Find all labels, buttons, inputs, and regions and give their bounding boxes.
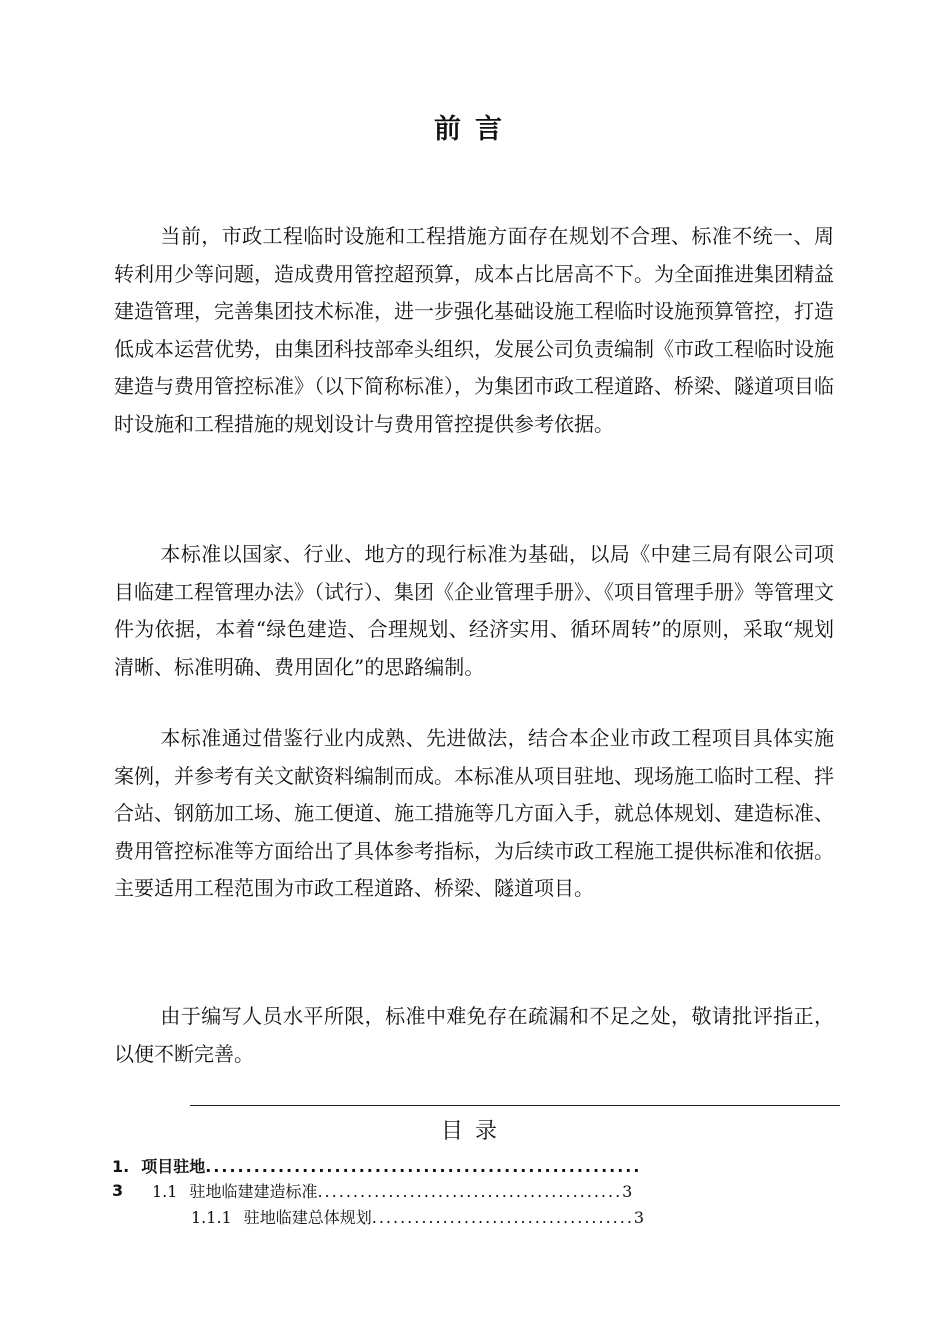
preface-paragraph-4: 由于编写人员水平所限，标准中难免存在疏漏和不足之处，敬请批评指正，以便不断完善。 xyxy=(114,1004,834,1066)
toc-entry-page: 3 xyxy=(112,1181,124,1200)
section-divider xyxy=(190,1105,840,1106)
toc-leader-dots: ..................................... xyxy=(371,1208,634,1227)
toc-entry-level1[interactable] xyxy=(112,1156,752,1178)
toc-entry-label: 项目驻地 xyxy=(141,1157,206,1176)
toc-entry-label: 驻地临建建造标准 xyxy=(189,1182,318,1201)
toc-entry-page: 3 xyxy=(633,1208,645,1227)
toc-entry-level3[interactable] xyxy=(191,1207,777,1229)
toc-entry-level2[interactable] xyxy=(152,1181,777,1203)
toc-leader-dots: ........................................... xyxy=(317,1182,623,1201)
preface-paragraph-1: 当前，市政工程临时设施和工程措施方面存在规划不合理、标准不统一、周转利用少等问题，造成费用管控超预算，成本占比居高不下。为全面推进集团精益建造管理，完善集团技术标准，进一步强化基础设施工程临时设施预算管控，打造低成本运营优势，由集团科技部牵头组织，发展公司负责编制《市政工程临时设施建造与费用管控标准》（以下简称标准），为集团市政工程道路、桥梁、隧道项目临时设施和工程措施的规划设计与费用管控提供参考依据。 xyxy=(114,224,834,436)
toc-entry-label: 驻地临建总体规划 xyxy=(243,1208,372,1227)
preface-paragraph-3: 本标准通过借鉴行业内成熟、先进做法，结合本企业市政工程项目具体实施案例，并参考有关文献资料编制而成。本标准从项目驻地、现场施工临时工程、拌合站、钢筋加工场、施工便道、施工措施等几方面入手，就总体规划、建造标准、费用管控标准等方面给出了具体参考指标，为后续市政工程施工提供标准和依据。主要适用工程范围为市政工程道路、桥梁、隧道项目。 xyxy=(114,726,834,900)
toc-leader-dots: ...................................................... xyxy=(205,1157,642,1176)
toc-entry-number: 1. xyxy=(112,1157,130,1176)
preface-paragraph-2: 本标准以国家、行业、地方的现行标准为基础，以局《中建三局有限公司项目临建工程管理办法》（试行）、集团《企业管理手册》、《项目管理手册》等管理文件为依据，本着“绿色建造、合理规划、经济实用、循环周转”的原则，采取“规划清晰、标准明确、费用固化”的思路编制。 xyxy=(114,542,834,679)
toc-title: 目录 xyxy=(440,1119,509,1144)
toc-entry-number: 1.1 xyxy=(152,1182,178,1201)
toc-entry-number: 1.1.1 xyxy=(191,1208,232,1227)
preface-title: 前言 xyxy=(434,114,516,145)
toc-entry-page: 3 xyxy=(622,1182,633,1201)
